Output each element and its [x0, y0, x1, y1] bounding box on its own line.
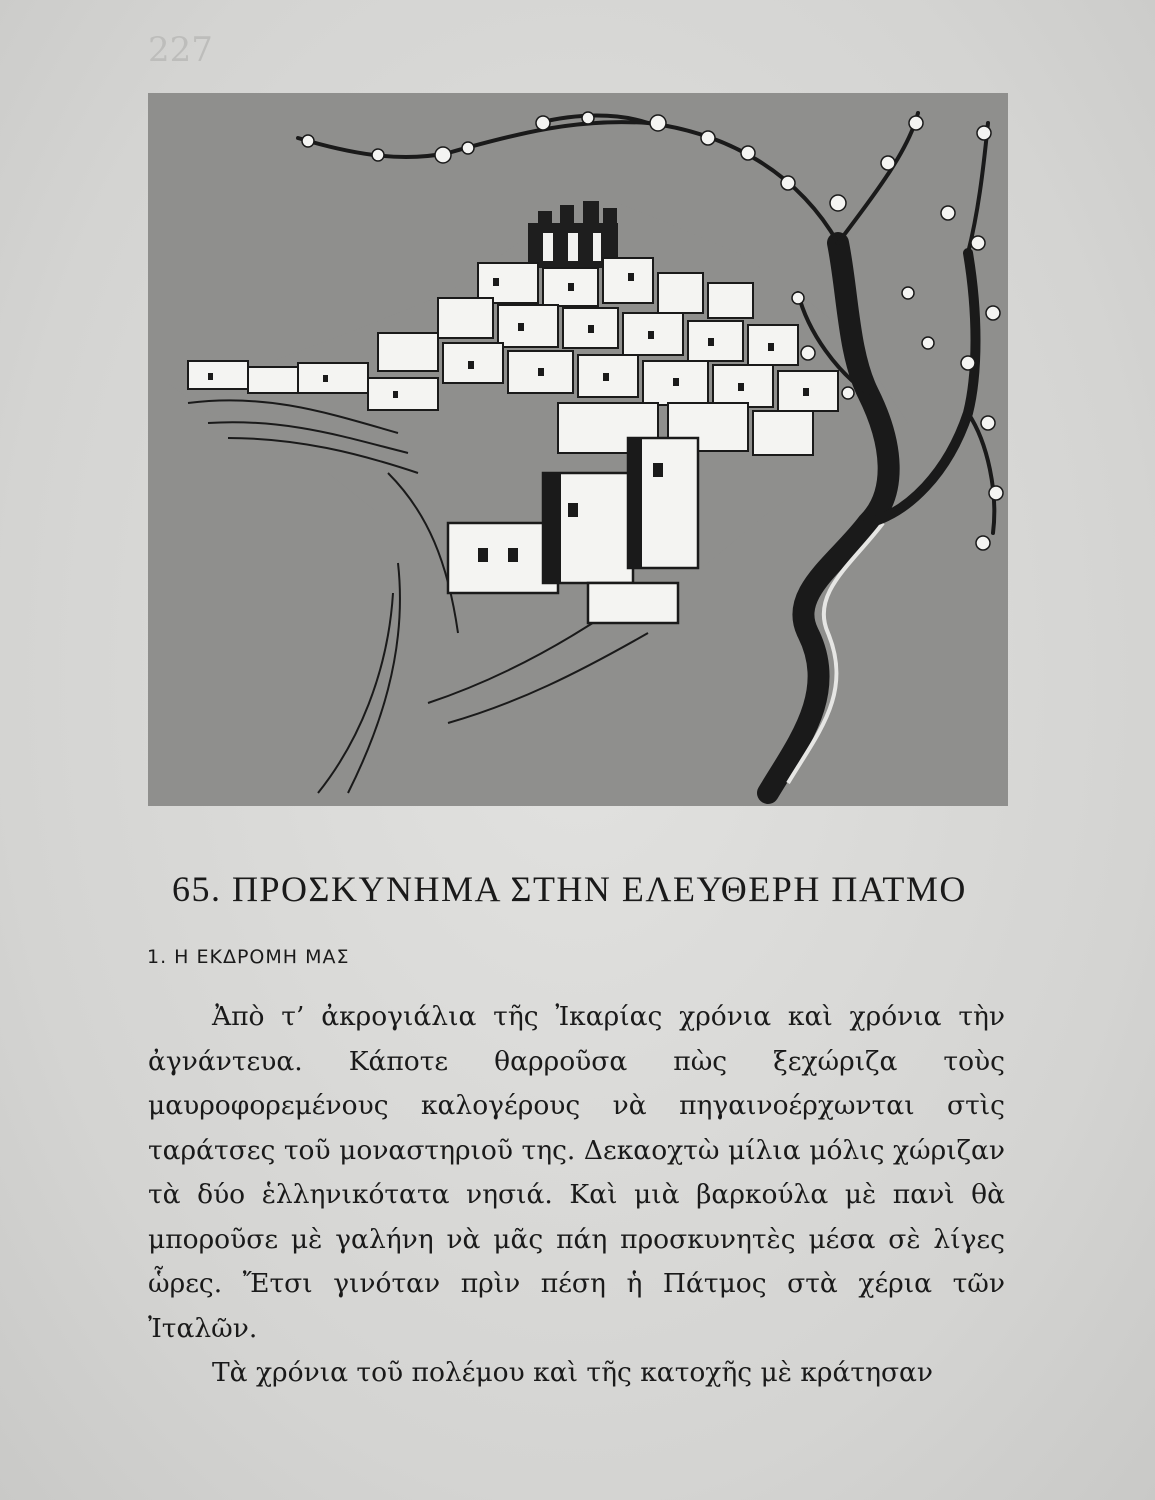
body-text — [148, 995, 1005, 1396]
paragraph: Τὰ χρόνια τοῦ πολέμου καὶ τῆς κατοχῆς μὲ κράτησαν — [212, 1357, 934, 1388]
section-heading: 1. Η ΕΚΔΡΟΜΗ ΜΑΣ — [147, 946, 350, 968]
paragraph: Ἀπὸ τ’ ἀκρογιάλια τῆς Ἰκαρίας χρόνια καὶ χρόνια τὴν ἀγνάντευα. Κάποτε θαρροῦσα πὼς ξεχώριζα τοὺς μαυροφορεμένους καλογέρους νὰ πηγαινοέρχωνται στὶς ταράτσες τοῦ μοναστηριοῦ της. Δεκαοχτὼ μίλια μόλις χώριζαν τὰ δύο ἑλληνικότατα νησιά. Καὶ μιὰ βαρκούλα μὲ πανὶ θὰ μποροῦσε μὲ γαλήνη νὰ μᾶς πάη προσκυνητὲς μέσα σὲ λίγες ὧρες. Ἔτσι γινόταν πρὶν πέση ἡ Πάτμος στὰ χέρια τῶν Ἰταλῶν. — [148, 1001, 1005, 1344]
chapter-title: 65. ΠΡΟΣΚΥΝΗΜΑ ΣΤΗΝ ΕΛΕΥΘΕΡΗ ΠΑΤΜΟ — [172, 869, 967, 909]
page-number: 227 — [148, 30, 213, 70]
patmos-illustration — [148, 93, 1008, 806]
